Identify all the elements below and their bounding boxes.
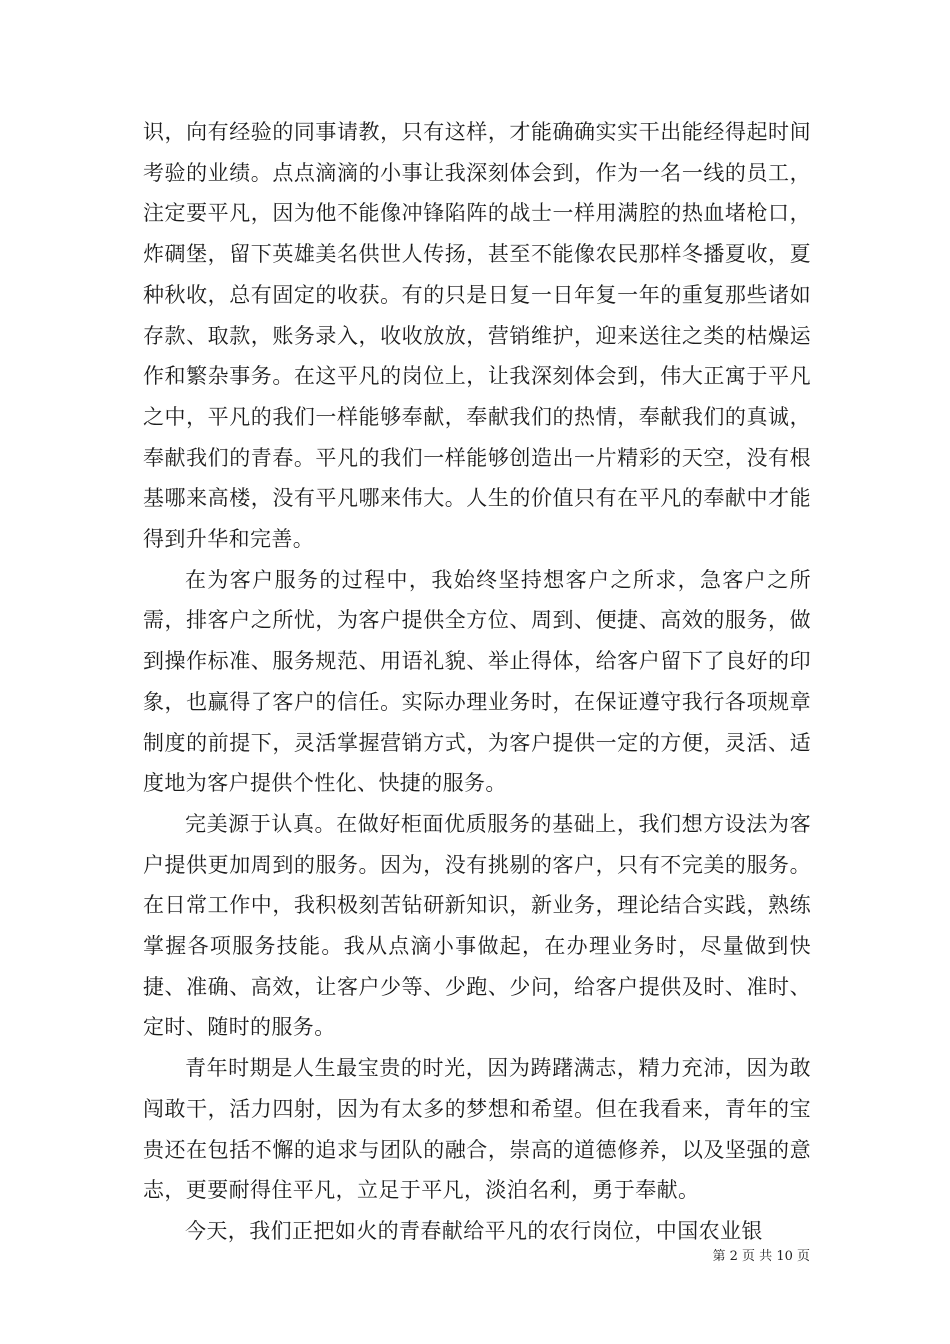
page-number-footer: 第 2 页 共 10 页 [712,1249,810,1264]
paragraph-5: 今天，我们正把如火的青春献给平凡的农行岗位，中国农业银 [185,1218,763,1243]
document-body [143,112,811,1252]
paragraph-4: 青年时期是人生最宝贵的时光，因为踌躇满志，精力充沛，因为敢闯敢干，活力四射，因为有太多的梦想和希望。但在我看来，青年的宝贵还在包括不懈的追求与团队的融合，崇高的道德修养，以及坚强的意志，更要耐得住平凡，立足于平凡，淡泊名利，勇于奉献。 [143,1056,811,1203]
paragraph-3: 完美源于认真。在做好柜面优质服务的基础上，我们想方设法为客户提供更加周到的服务。因为，没有挑剔的客户，只有不完美的服务。在日常工作中，我积极刻苦钻研新知识，新业务，理论结合实践，熟练掌握各项服务技能。我从点滴小事做起，在办理业务时，尽量做到快捷、准确、高效，让客户少等、少跑、少问，给客户提供及时、准时、定时、随时的服务。 [143,811,811,1040]
paragraph-2: 在为客户服务的过程中，我始终坚持想客户之所求，急客户之所需，排客户之所忧，为客户提供全方位、周到、便捷、高效的服务，做到操作标准、服务规范、用语礼貌、举止得体，给客户留下了良好的印象，也赢得了客户的信任。实际办理业务时，在保证遵守我行各项规章制度的前提下，灵活掌握营销方式，为客户提供一定的方便，灵活、适度地为客户提供个性化、快捷的服务。 [143,567,811,796]
paragraph-1: 识，向有经验的同事请教，只有这样，才能确确实实干出能经得起时间考验的业绩。点点滴滴的小事让我深刻体会到，作为一名一线的员工，注定要平凡，因为他不能像冲锋陷阵的战士一样用满腔的热血堵枪口，炸碉堡，留下英雄美名供世人传扬，甚至不能像农民那样冬播夏收，夏种秋收，总有固定的收获。有的只是日复一日年复一年的重复那些诸如存款、取款，账务录入，收收放放，营销维护，迎来送往之类的枯燥运作和繁杂事务。在这平凡的岗位上，让我深刻体会到，伟大正寓于平凡之中，平凡的我们一样能够奉献，奉献我们的热情，奉献我们的真诚，奉献我们的青春。平凡的我们一样能够创造出一片精彩的天空，没有根基哪来高楼，没有平凡哪来伟大。人生的价值只有在平凡的奉献中才能得到升华和完善。 [143,120,811,552]
